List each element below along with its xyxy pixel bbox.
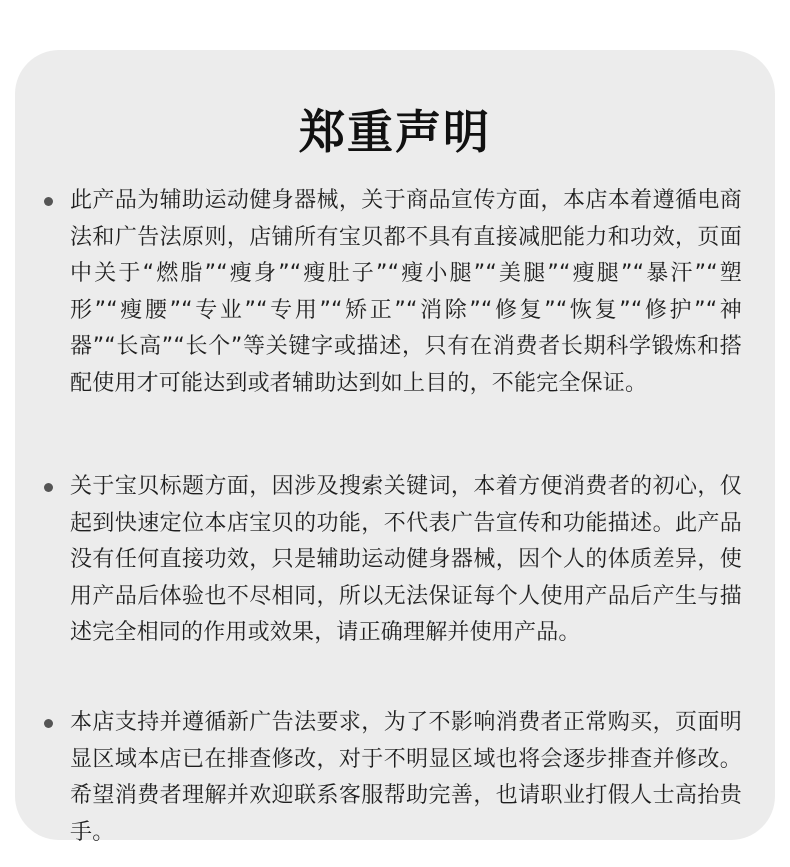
list-item-text: 本店支持并遵循新广告法要求，为了不影响消费者正常购买，页面明显区域本店已在排查修改，对于不明显区域也将会逐步排查并修改。希望消费者理解并欢迎联系客服帮助完善，也请职业打假人士高抬贵手。	[70, 710, 742, 845]
page-title: 郑重声明	[299, 105, 491, 159]
declaration-card	[15, 50, 775, 845]
bullet-icon	[44, 483, 53, 492]
bullet-icon	[44, 197, 53, 206]
list-item-text: 此产品为辅助运动健身器械，关于商品宣传方面，本店本着遵循电商法和广告法原则，店铺所有宝贝都不具有直接减肥能力和功效，页面中关于“燃脂”“瘦身”“瘦肚子”“瘦小腿”“美腿”“瘦腿”“暴汗”“塑形”“瘦腰”“专业”“专用”“矫正”“消除”“修复”“恢复”“修护”“神器”“长高”“长个”等关键字或描述，只有在消费者长期科学锻炼和搭配使用才可能达到或者辅助达到如上目的，不能完全保证。	[70, 188, 742, 396]
list-item-text: 关于宝贝标题方面，因涉及搜索关键词，本着方便消费者的初心，仅起到快速定位本店宝贝的功能，不代表广告宣传和功能描述。此产品没有任何直接功效，只是辅助运动健身器械，因个人的体质差异，使用产品后体验也不尽相同，所以无法保证每个人使用产品后产生与描述完全相同的作用或效果，请正确理解并使用产品。	[70, 474, 742, 645]
bullet-icon	[44, 719, 53, 728]
list-item	[70, 183, 742, 402]
list-item	[70, 705, 742, 851]
list-item	[70, 469, 742, 652]
